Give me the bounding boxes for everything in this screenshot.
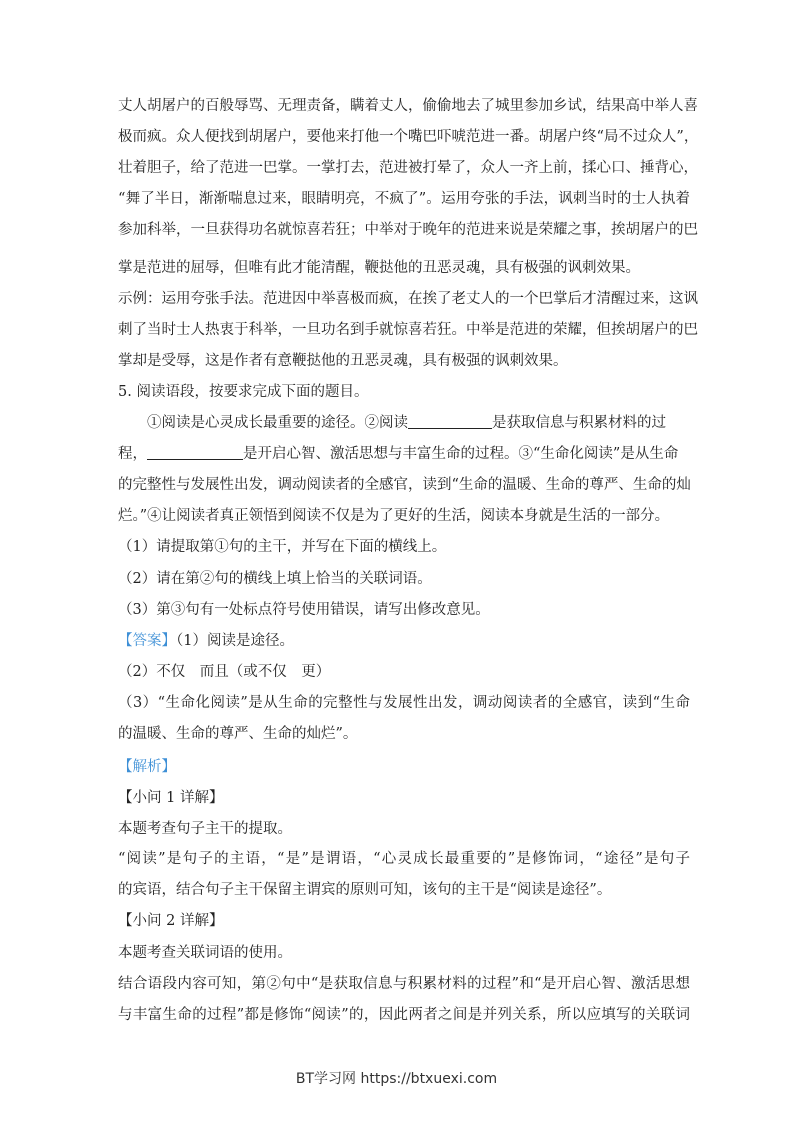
fill-blank-1	[408, 410, 492, 429]
sub-question: （2）请在第②句的横线上填上恰当的关联词语。	[118, 571, 432, 587]
passage-line	[118, 408, 690, 439]
passage-text: ①阅读是心灵成长最重要的途径。②阅读	[147, 415, 408, 431]
passage-text: 是获取信息与积累材料的过	[492, 415, 666, 431]
analysis-text: 与丰富生命的过程”都是修饰“阅读”的，因此两者之间是并列关系，所以应填写的关联词	[118, 1007, 690, 1023]
passage-line	[118, 439, 690, 470]
analysis-heading: 【小问 1 详解】	[118, 790, 224, 806]
text-line: 丈人胡屠户的百般辱骂、无理责备，瞒着丈人，偷偷地去了城里参加乡试，结果高中举人喜	[118, 98, 698, 114]
question-title: 5. 阅读语段，按要求完成下面的题目。	[118, 384, 369, 400]
text-line: “舞了半日，渐渐喘息过来，眼睛明亮，不疯了”。运用夸张的手法，讽刺当时的士人执着	[118, 191, 690, 207]
analysis-text: 结合语段内容可知，第②句中“是获取信息与积累材料的过程”和“是开启心智、激活思想	[118, 976, 690, 992]
answer-text: （1）阅读是途径。	[176, 633, 294, 649]
analysis-text: 本题考查关联词语的使用。	[118, 945, 292, 961]
text-line: 极而疯。众人便找到胡屠户，要他来打他一个嘴巴吓唬范进一番。胡屠户终“局不过众人”，	[118, 129, 699, 145]
sub-question: （3）第③句有一处标点符号使用错误，请写出修改意见。	[118, 602, 490, 618]
fill-blank-2	[147, 441, 243, 460]
footer-watermark: BT学习网 https://btxuexi.com	[295, 1071, 498, 1087]
passage-line: 的完整性与发展性出发，调动阅读者的全感官，读到“生命的温暖、生命的尊严、生命的灿	[118, 477, 691, 493]
answer-line	[118, 626, 690, 657]
analysis-label: 【解析】	[118, 759, 176, 775]
analysis-text: 的宾语，结合句子主干保留主谓宾的原则可知，该句的主干是“阅读是途径”。	[118, 882, 612, 898]
text-line: 参加科举，一旦获得功名就惊喜若狂；中举对于晚年的范进来说是荣耀之事，挨胡屠户的巴	[118, 222, 698, 238]
analysis-heading: 【小问 2 详解】	[118, 913, 224, 929]
sub-question: （1）请提取第①句的主干，并写在下面的横线上。	[118, 539, 447, 555]
text-line: 示例：运用夸张手法。范进因中举喜极而疯，在挨了老丈人的一个巴掌后才清醒过来，这讽	[118, 291, 698, 307]
passage-text: 程，	[118, 446, 147, 462]
answer-line: （3）“生命化阅读”是从生命的完整性与发展性出发，调动阅读者的全感官，读到“生命	[118, 695, 690, 711]
passage-line: 烂。”④让阅读者真正领悟到阅读不仅是为了更好的生活，阅读本身就是生活的一部分。	[118, 508, 670, 524]
text-line: 壮着胆子，给了范进一巴掌。一掌打去，范进被打晕了，众人一齐上前，揉心口、捶背心，	[118, 160, 698, 176]
analysis-text: 本题考查句子主干的提取。	[118, 821, 292, 837]
answer-label: 【答案】	[118, 633, 176, 649]
text-line: 掌是范进的屈辱，但唯有此才能清醒，鞭挞他的丑恶灵魂，具有极强的讽刺效果。	[118, 260, 640, 276]
text-line: 刺了当时士人热衷于科举，一旦功名到手就惊喜若狂。中举是范进的荣耀，但挨胡屠户的巴	[118, 322, 698, 338]
text-line: 掌却是受辱，这是作者有意鞭挞他的丑恶灵魂，具有极强的讽刺效果。	[118, 353, 568, 369]
answer-line: （2）不仅 而且（或不仅 更）	[118, 664, 331, 680]
passage-text: 是开启心智、激活思想与丰富生命的过程。③“生命化阅读”是从生命	[243, 446, 679, 462]
analysis-text: “阅读”是句子的主语，“是”是谓语，“心灵成长最重要的”是修饰词，“途径”是句子	[118, 851, 690, 867]
answer-line: 的温暖、生命的尊严、生命的灿烂”。	[118, 726, 358, 742]
